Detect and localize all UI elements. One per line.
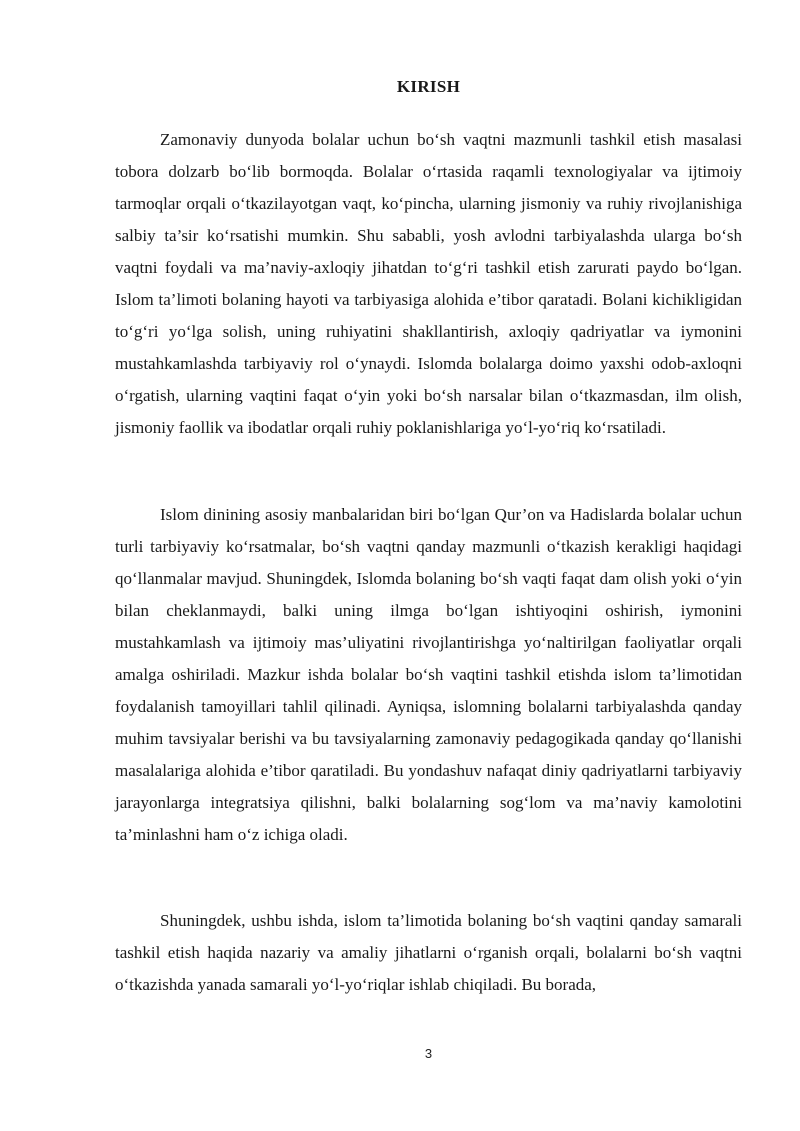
paragraph-3: Shuningdek, ushbu ishda, islom ta’limotida bolaning bo‘sh vaqtini qanday samarali tashkil etish haqida nazariy va amaliy jihatlarni o‘rganish orqali, bolalarni bo‘sh vaqtni o‘tkazishda yanada samarali yo‘l-yo‘riqlar ishlab chiqiladi. Bu borada,	[115, 911, 742, 994]
paragraph-1: Zamonaviy dunyoda bolalar uchun bo‘sh vaqtni mazmunli tashkil etish masalasi tobora dolzarb bo‘lib bormoqda. Bolalar o‘rtasida raqamli texnologiyalar va ijtimoiy tarmoqlar orqali o‘tkazilayotgan vaqt, ko‘pincha, ularning jismoniy va ruhiy rivojlanishiga salbiy ta’sir ko‘rsatishi mumkin. Shu sababli, yosh avlodni tarbiyalashda ularga bo‘sh vaqtni foydali va ma’naviy-axloqiy jihatdan to‘g‘ri tashkil etish zarurati paydo bo‘lgan. Islom ta’limoti bolaning hayoti va tarbiyasiga alohida e’tibor qaratadi. Bolani kichikligidan to‘g‘ri yo‘lga solish, uning ruhiyatini shakllantirish, axloqiy qadriyatlar va iymonini mustahkamlashda tarbiyaviy rol o‘ynaydi. Islomda bolalarga doimo yaxshi odob-axloqni o‘rgatish, ularning vaqtini faqat o‘yin yoki bo‘sh narsalar bilan o‘tkazmasdan, ilm olish, jismoniy faollik va ibodatlar orqali ruhiy poklanishlariga yo‘l-yo‘riq ko‘rsatiladi.	[115, 130, 742, 437]
section-heading: KIRISH	[396, 77, 461, 96]
page-number: 3	[424, 1046, 433, 1061]
paragraph-2: Islom dinining asosiy manbalaridan biri bo‘lgan Qur’on va Hadislarda bolalar uchun turli tarbiyaviy ko‘rsatmalar, bo‘sh vaqtni qanday mazmunli o‘tkazish kerakligi haqidagi qo‘llanmalar mavjud. Shuningdek, Islomda bolaning bo‘sh vaqti faqat dam olish yoki o‘yin bilan cheklanmaydi, balki uning ilmga bo‘lgan ishtiyoqini oshirish, iymonini mustahkamlash va ijtimoiy mas’uliyatini rivojlantirishga yo‘naltirilgan faoliyatlar orqali amalga oshiriladi. Mazkur ishda bolalar bo‘sh vaqtini tashkil etishda islom ta’limotidan foydalanish tamoyillari tahlil qilinadi. Ayniqsa, islomning bolalarni tarbiyalashda qanday muhim tavsiyalar berishi va bu tavsiyalarning zamonaviy pedagogikada qanday qo‘llanishi masalalariga alohida e’tibor qaratiladi. Bu yondashuv nafaqat diniy qadriyatlarni tarbiyaviy jarayonlarga integratsiya qilishni, balki bolalarning sog‘lom va ma’naviy kamolotini ta’minlashni ham o‘z ichiga oladi.	[115, 505, 742, 844]
